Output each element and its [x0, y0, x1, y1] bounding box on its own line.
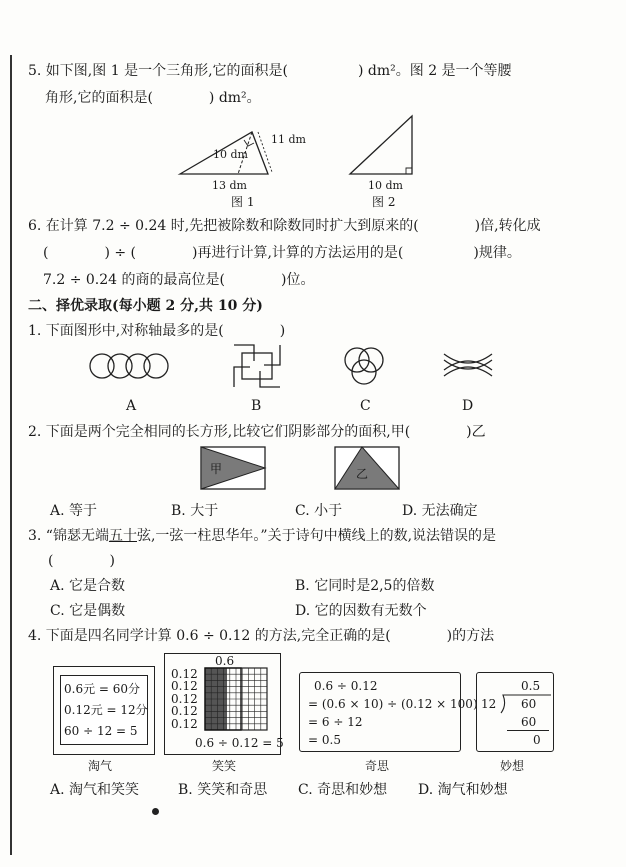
yi-label: 乙 — [356, 467, 369, 481]
s4-option-b: B. 笑笑和奇思 — [178, 782, 268, 798]
qisi-line4: = 0.5 — [308, 733, 341, 747]
miaoxiang-divisor: 12 — [481, 697, 497, 711]
s1-question: 1. 下面图形中,对称轴最多的是( ) — [28, 323, 286, 339]
s3-option-d: D. 它的因数有无数个 — [295, 603, 427, 619]
xiaoxiao-row: 0.12 — [171, 704, 198, 719]
miaoxiang-box — [476, 672, 554, 752]
s1-label-c: C — [360, 398, 371, 414]
s3-question — [28, 527, 496, 545]
s4-option-a: A. 淘气和笑笑 — [50, 782, 140, 798]
taoqi-name: 淘气 — [88, 759, 113, 773]
s1-label-d: D — [462, 398, 474, 414]
miaoxiang-dividend: 60 — [521, 697, 537, 711]
option-a-four-circles — [88, 352, 172, 380]
s2-option-b: B. 大于 — [171, 503, 219, 519]
option-d-cross-arcs — [442, 350, 494, 380]
miaoxiang-remainder: 0 — [533, 733, 541, 747]
taoqi-line1: 0.6元 = 60分 — [64, 682, 141, 696]
xiaoxiao-row: 0.12 — [171, 716, 198, 731]
fig1-side-label: 11 dm — [271, 133, 306, 146]
qisi-box — [299, 672, 478, 752]
fig1-height-label: 10 dm — [213, 148, 248, 161]
option-b-square-knot — [232, 343, 282, 389]
fig1-base-label: 13 dm — [212, 179, 247, 192]
taoqi-line2: 0.12元 = 12分 — [64, 703, 148, 717]
s3-question-underlined: 五十 — [108, 528, 137, 544]
taoqi-inner — [60, 675, 148, 745]
margin-rule — [10, 55, 12, 855]
hundred-grid — [205, 668, 267, 732]
fig2-base-label: 10 dm — [368, 179, 403, 192]
jia-label: 甲 — [210, 462, 223, 476]
xiaoxiao-row: 0.12 — [171, 667, 198, 681]
q6-line3: 7.2 ÷ 0.24 的商的最高位是( )位。 — [43, 272, 315, 288]
fig2-caption: 图 2 — [372, 195, 396, 209]
s4-question: 4. 下面是四名同学计算 0.6 ÷ 0.12 的方法,完全正确的是( )的方法 — [28, 628, 495, 644]
page-footer-dot — [152, 808, 159, 815]
xiaoxiao-row: 0.12 — [171, 691, 198, 706]
section2-title: 二、择优录取(每小题 2 分,共 10 分) — [28, 298, 263, 314]
xiaoxiao-box — [164, 653, 284, 755]
s1-label-a: A — [126, 398, 137, 414]
xiaoxiao-name: 笑笑 — [212, 759, 237, 773]
qisi-name: 奇思 — [365, 759, 390, 773]
s4-option-c: C. 奇思和妙想 — [298, 782, 388, 798]
s2-option-a: A. 等于 — [50, 503, 98, 519]
s2-option-d: D. 无法确定 — [402, 503, 478, 519]
s4-option-d: D. 淘气和妙想 — [418, 782, 508, 798]
s3-option-c: C. 它是偶数 — [50, 603, 126, 619]
q6-line2: ( ) ÷ ( )再进行计算,计算的方法运用的是( )规律。 — [43, 245, 521, 261]
qisi-line2: = (0.6 × 10) ÷ (0.12 × 100) — [308, 697, 478, 711]
figure-2-triangle — [340, 110, 430, 180]
q5-line1: 5. 如下图,图 1 是一个三角形,它的面积是( ) dm²。图 2 是一个等腰 — [28, 63, 512, 79]
s3-option-a: A. 它是合数 — [50, 578, 126, 594]
qisi-line1: 0.6 ÷ 0.12 — [314, 679, 378, 693]
xiaoxiao-rows — [171, 668, 198, 730]
miaoxiang-rule — [507, 730, 549, 731]
s2-option-c: C. 小于 — [295, 503, 343, 519]
s3-option-b: B. 它同时是2,5的倍数 — [295, 578, 435, 594]
xiaoxiao-bottom: 0.6 ÷ 0.12 = 5 — [195, 736, 284, 750]
xiaoxiao-top: 0.6 — [215, 654, 235, 668]
taoqi-box — [53, 666, 155, 755]
s3-question-post: 弦,一弦一柱思华年。”关于诗句中横线上的数,说法错误的是 — [136, 528, 497, 544]
qisi-line3: = 6 ÷ 12 — [308, 715, 363, 729]
miaoxiang-product: 60 — [521, 715, 537, 729]
q5-line2: 角形,它的面积是( ) dm²。 — [45, 90, 261, 106]
option-c-three-circles — [340, 346, 388, 386]
miaoxiang-quotient: 0.5 — [521, 679, 541, 693]
s1-label-b: B — [251, 398, 262, 414]
s2-question: 2. 下面是两个完全相同的长方形,比较它们阴影部分的面积,甲( )乙 — [28, 424, 486, 440]
s3-blank: ( ) — [48, 553, 115, 569]
q6-line1: 6. 在计算 7.2 ÷ 0.24 时,先把被除数和除数同时扩大到原来的( )倍,转化成 — [28, 218, 541, 234]
s3-question-pre: 3. “锦瑟无端 — [28, 528, 109, 544]
fig1-caption: 图 1 — [231, 195, 255, 209]
miaoxiang-name: 妙想 — [500, 759, 525, 773]
xiaoxiao-row: 0.12 — [171, 679, 198, 694]
taoqi-line3: 60 ÷ 12 = 5 — [64, 724, 138, 738]
